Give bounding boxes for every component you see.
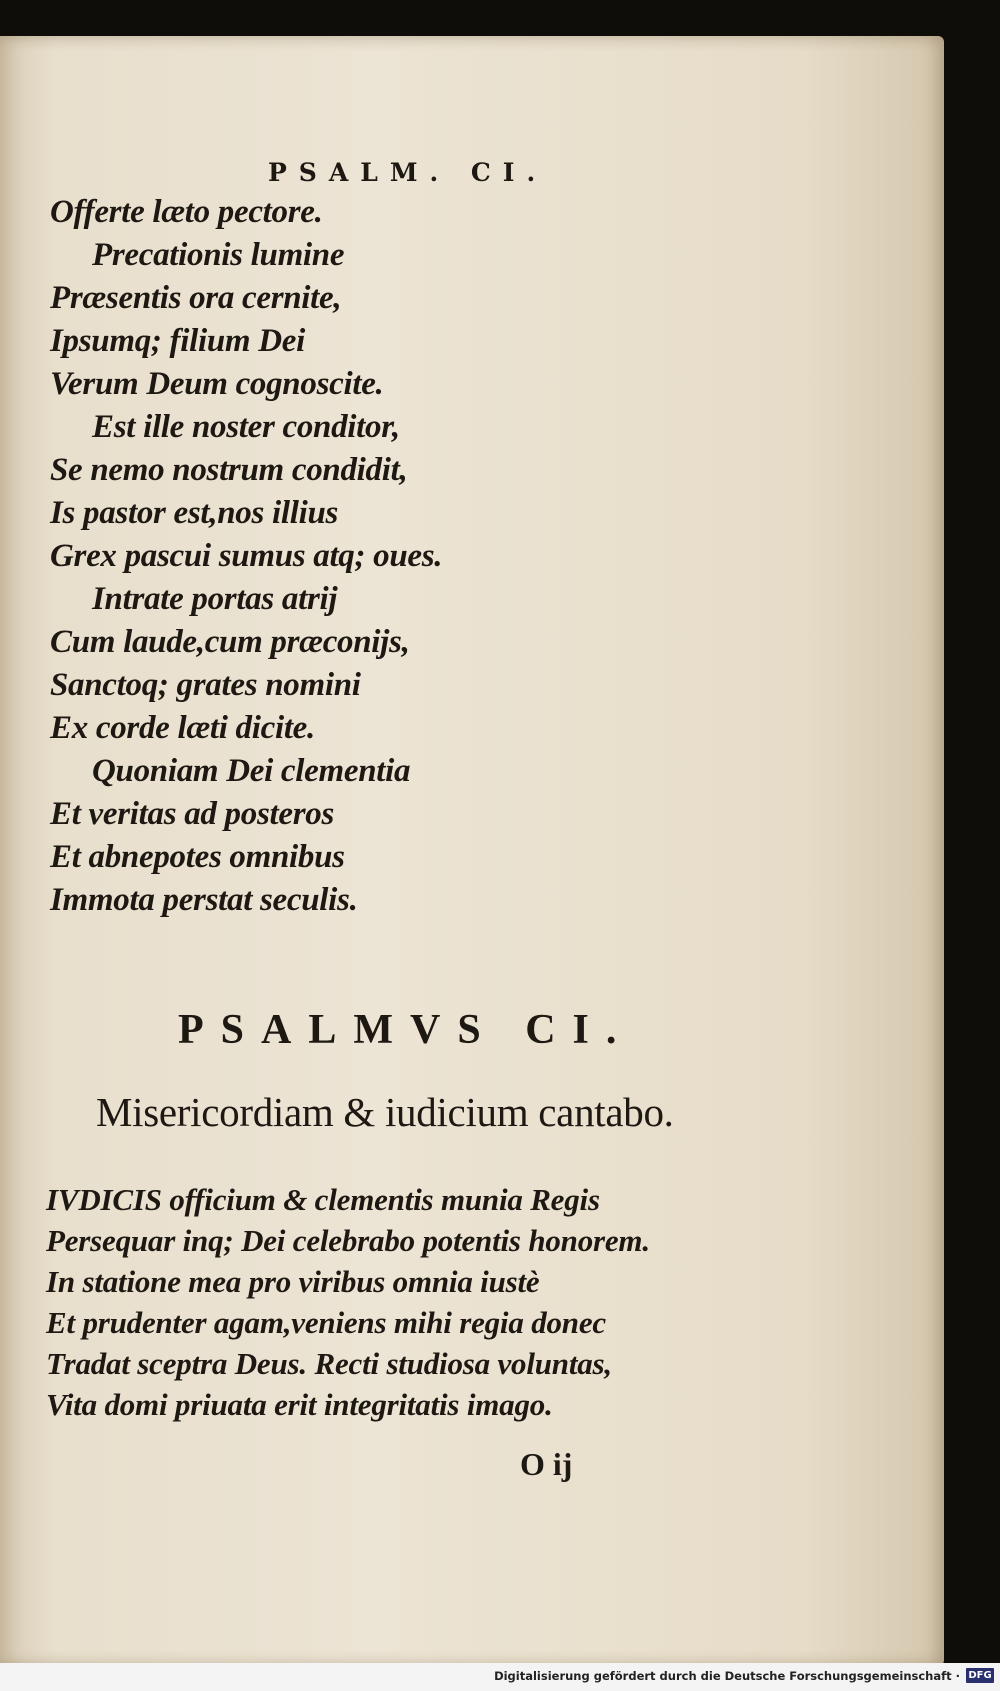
verse-line: Verum Deum cognoscite.: [50, 366, 384, 402]
verse-line: Immota perstat seculis.: [50, 882, 358, 918]
hexameter-line: Persequar inq; Dei celebrabo potentis honorem.: [46, 1223, 650, 1258]
verse-line: Est ille noster conditor,: [92, 409, 400, 445]
verse-line: Precationis lumine: [92, 237, 345, 273]
verse-line: Quoniam Dei clementia: [92, 753, 411, 789]
hexameter-line: Tradat sceptra Deus. Recti studiosa voluntas,: [46, 1346, 612, 1381]
hexameter-line: Vita domi priuata erit integritatis imago.: [46, 1387, 553, 1422]
hexameter-line: Et prudenter agam,veniens mihi regia donec: [46, 1305, 606, 1340]
footer-bar: [0, 1663, 1000, 1691]
verse-line: Et veritas ad posteros: [50, 796, 334, 832]
verse-line: Cum laude,cum præconijs,: [50, 624, 410, 660]
hexameter-line: In statione mea pro viribus omnia iustè: [46, 1264, 540, 1299]
verse-line: Offerte læto pectore.: [50, 194, 323, 230]
hexameter-block: [46, 1179, 650, 1425]
verse-line: Intrate portas atrij: [92, 581, 338, 617]
hexameter-line: IVDICIS officium & clementis munia Regis: [46, 1182, 600, 1217]
verse-line: Se nemo nostrum condidit,: [50, 452, 408, 488]
psalm-heading: PSALMVS CI.: [178, 1007, 634, 1053]
verse-line: Præsentis ora cernite,: [50, 280, 342, 316]
signature-mark: O ij: [520, 1446, 573, 1482]
verse-line: Sanctoq; grates nomini: [50, 667, 361, 703]
verse-line: Is pastor est,nos illius: [50, 495, 339, 531]
footer-credit: Digitalisierung gefördert durch die Deutsche Forschungsgemeinschaft ·: [494, 1669, 960, 1683]
psalm-incipit: Misericordiam & iudicium cantabo.: [96, 1089, 674, 1135]
book-page: [0, 36, 944, 1666]
running-head: PSALM. CI.: [268, 158, 548, 187]
verse-line: Et abnepotes omnibus: [50, 839, 345, 875]
verse-line: Ipsumq; filium Dei: [50, 323, 305, 359]
verse-line: Ex corde læti dicite.: [50, 710, 315, 746]
verse-block: [50, 191, 442, 922]
verse-line: Grex pascui sumus atq; oues.: [50, 538, 443, 574]
dfg-logo: DFG: [966, 1668, 994, 1683]
